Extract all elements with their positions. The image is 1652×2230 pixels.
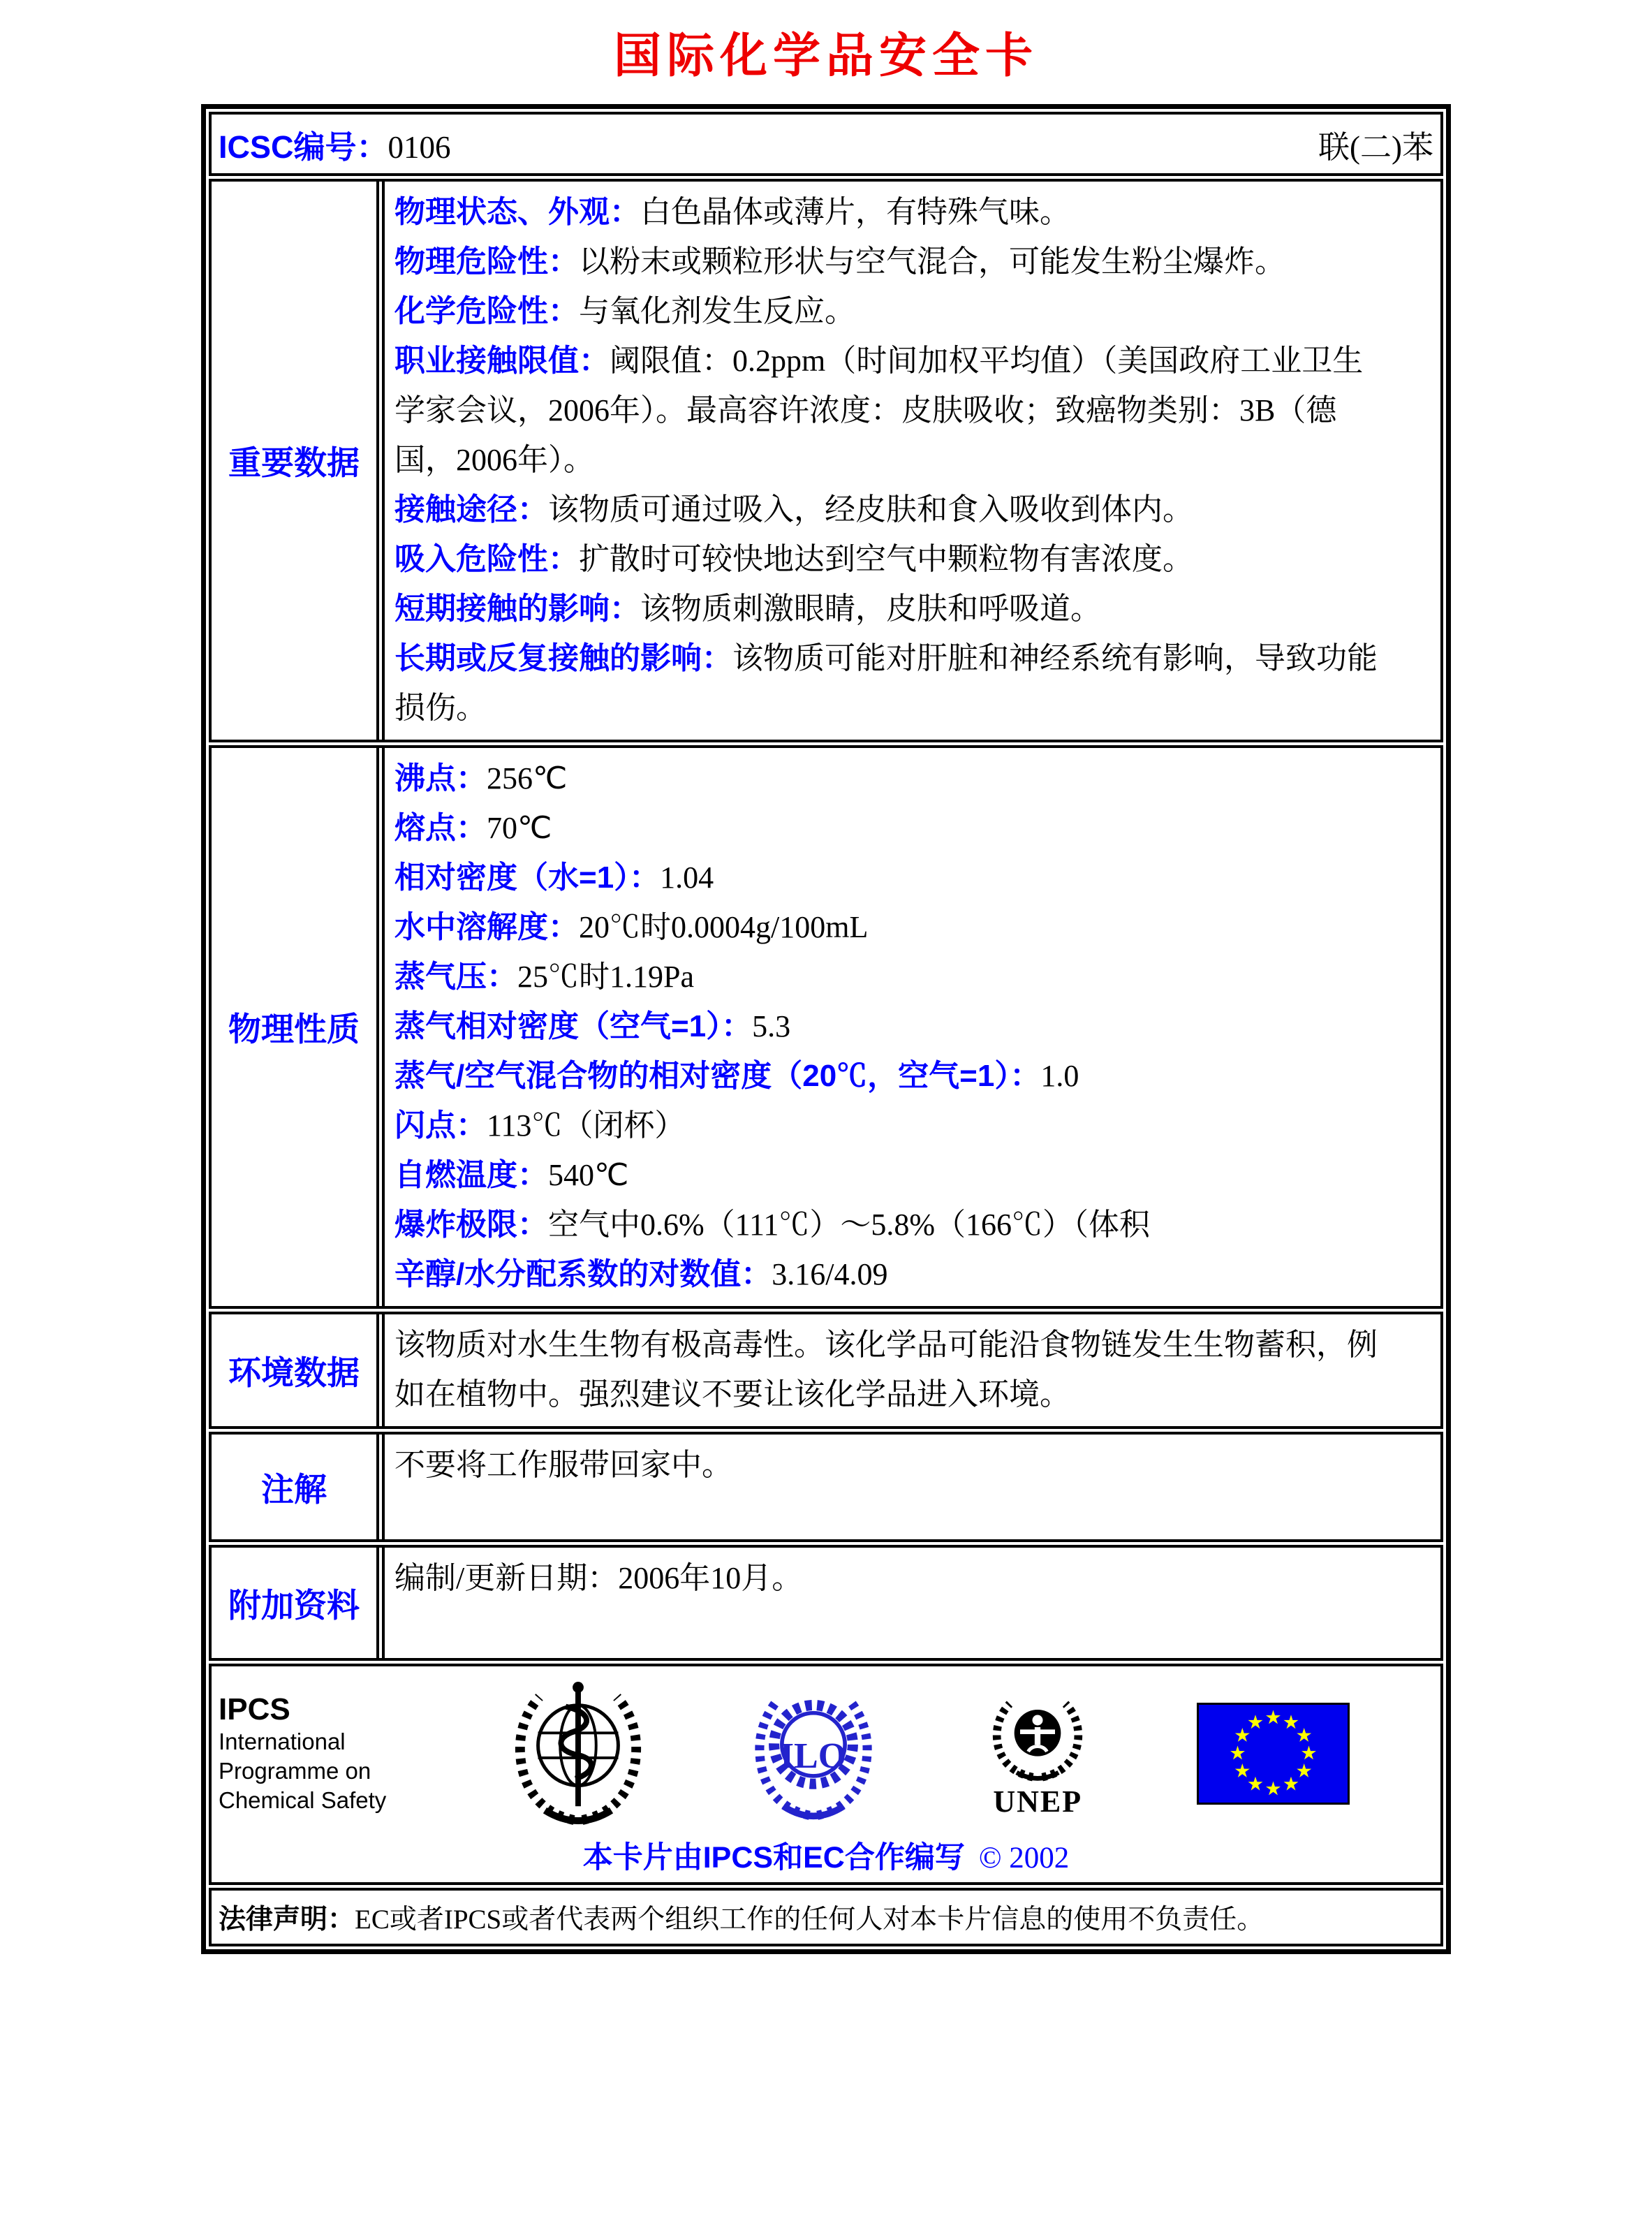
field-physical-state-appearance: 物理状态、外观：白色晶体或薄片，有特殊气味。	[394, 195, 1070, 229]
field-occupational-exposure-limits: 职业接触限值：阈限值：0.2ppm（时间加权平均值）（美国政府工业卫生学家会议，2006年）。最高容许浓度：皮肤吸收；致癌物类别：3B（德国，2006年）。	[394, 344, 1364, 477]
field-octanol-water-partition: 辛醇/水分配系数的对数值：3.16/4.09	[394, 1257, 888, 1291]
environmental-data-content	[382, 1314, 1440, 1426]
unep-logo-icon	[979, 1689, 1096, 1819]
important-data-section	[209, 179, 1443, 742]
field-routes-of-exposure: 接触途径：该物质可通过吸入，经皮肤和食入吸收到体内。	[394, 492, 1193, 527]
ilo-logo-icon	[748, 1681, 879, 1826]
row-label-text: 注解	[261, 1470, 327, 1508]
field-water-solubility: 水中溶解度：20℃时0.0004g/100mL	[394, 910, 869, 944]
row-label-notes	[212, 1435, 379, 1539]
who-logo-icon	[509, 1676, 647, 1831]
ipcs-line-3: Chemical Safety	[219, 1787, 387, 1813]
field-auto-ignition-temperature: 自燃温度：540℃	[394, 1158, 629, 1192]
notes-text: 不要将工作服带回家中。	[394, 1448, 732, 1482]
field-flash-point: 闪点：113℃（闭杯）	[394, 1108, 686, 1143]
notes-section	[209, 1432, 1443, 1542]
ipcs-acronym: IPCS	[219, 1692, 290, 1726]
eu-flag-graphic	[1197, 1703, 1350, 1805]
icsc-number-label: ICSC编号：	[219, 129, 388, 165]
unep-wordmark: UNEP	[993, 1784, 1083, 1819]
icsc-card	[201, 104, 1451, 1954]
row-label-text: 附加资料	[228, 1586, 360, 1624]
field-inhalation-risk: 吸入危险性：扩散时可较快地达到空气中颗粒物有害浓度。	[394, 542, 1193, 576]
unep-logo-graphic	[979, 1689, 1096, 1787]
field-chemical-hazards: 化学危险性：与氧化剂发生反应。	[394, 294, 855, 328]
icsc-number-field	[219, 122, 451, 167]
additional-info-section	[209, 1545, 1443, 1661]
environmental-data-text: 该物质对水生生物有极高毒性。该化学品可能沿食物链发生生物蓄积，例如在植物中。强烈建议不要让该化学品进入环境。	[394, 1328, 1378, 1411]
row-label-important-data	[212, 182, 379, 740]
legal-label: 法律声明：	[219, 1905, 355, 1935]
ipcs-text-block	[219, 1692, 408, 1815]
row-label-physical-properties	[212, 748, 379, 1306]
field-relative-density: 相对密度（水=1）：1.04	[394, 860, 714, 895]
ilo-letters: ILO	[779, 1736, 847, 1776]
row-label-text: 重要数据	[228, 444, 360, 481]
field-vapour-air-mixture-density: 蒸气/空气混合物的相对密度（20℃，空气=1）：1.0	[394, 1059, 1079, 1093]
legal-text: EC或者IPCS或者代表两个组织工作的任何人对本卡片信息的使用不负责任。	[355, 1905, 1264, 1935]
ipcs-line-2: Programme on	[219, 1758, 371, 1784]
icsc-number-value: 0106	[388, 129, 451, 165]
additional-info-content	[382, 1548, 1440, 1658]
logos-row	[212, 1676, 1440, 1831]
notes-content	[382, 1435, 1440, 1539]
field-vapour-relative-density: 蒸气相对密度（空气=1）：5.3	[394, 1009, 791, 1043]
ipcs-line-1: International	[219, 1729, 346, 1754]
cooperation-caption	[212, 1834, 1440, 1877]
who-logo-graphic	[509, 1676, 647, 1831]
caption-text: 本卡片由IPCS和EC合作编写	[582, 1841, 965, 1875]
field-short-term-effects: 短期接触的影响：该物质刺激眼睛，皮肤和呼吸道。	[394, 592, 1101, 626]
field-melting-point: 熔点：70℃	[394, 811, 552, 845]
page-title: 国际化学品安全卡	[613, 29, 1038, 82]
physical-properties-section	[209, 745, 1443, 1309]
field-explosive-limits: 爆炸极限：空气中0.6%（111℃）～5.8%（166℃）（体积	[394, 1208, 1151, 1242]
card-header-row	[209, 112, 1443, 176]
additional-info-text: 编制/更新日期：2006年10月。	[394, 1561, 803, 1595]
caption-copyright: © 2002	[978, 1842, 1070, 1875]
field-physical-hazards: 物理危险性：以粉末或颗粒形状与空气混合，可能发生粉尘爆炸。	[394, 244, 1285, 279]
legal-section	[209, 1888, 1443, 1946]
eu-flag-icon	[1197, 1703, 1350, 1805]
logos-section	[209, 1664, 1443, 1885]
field-long-term-effects: 长期或反复接触的影响：该物质可能对肝脏和神经系统有影响，导致功能损伤。	[394, 641, 1378, 725]
environmental-data-section	[209, 1312, 1443, 1429]
field-boiling-point: 沸点：256℃	[394, 761, 568, 795]
row-label-text: 环境数据	[228, 1354, 360, 1391]
important-data-content	[382, 182, 1440, 740]
field-vapour-pressure: 蒸气压：25℃时1.19Pa	[394, 960, 694, 994]
physical-properties-content	[382, 748, 1440, 1306]
row-label-environmental-data	[212, 1314, 379, 1426]
row-label-text: 物理性质	[228, 1011, 360, 1048]
row-label-additional-info	[212, 1548, 379, 1658]
chemical-name: 联(二)苯	[1318, 129, 1433, 165]
